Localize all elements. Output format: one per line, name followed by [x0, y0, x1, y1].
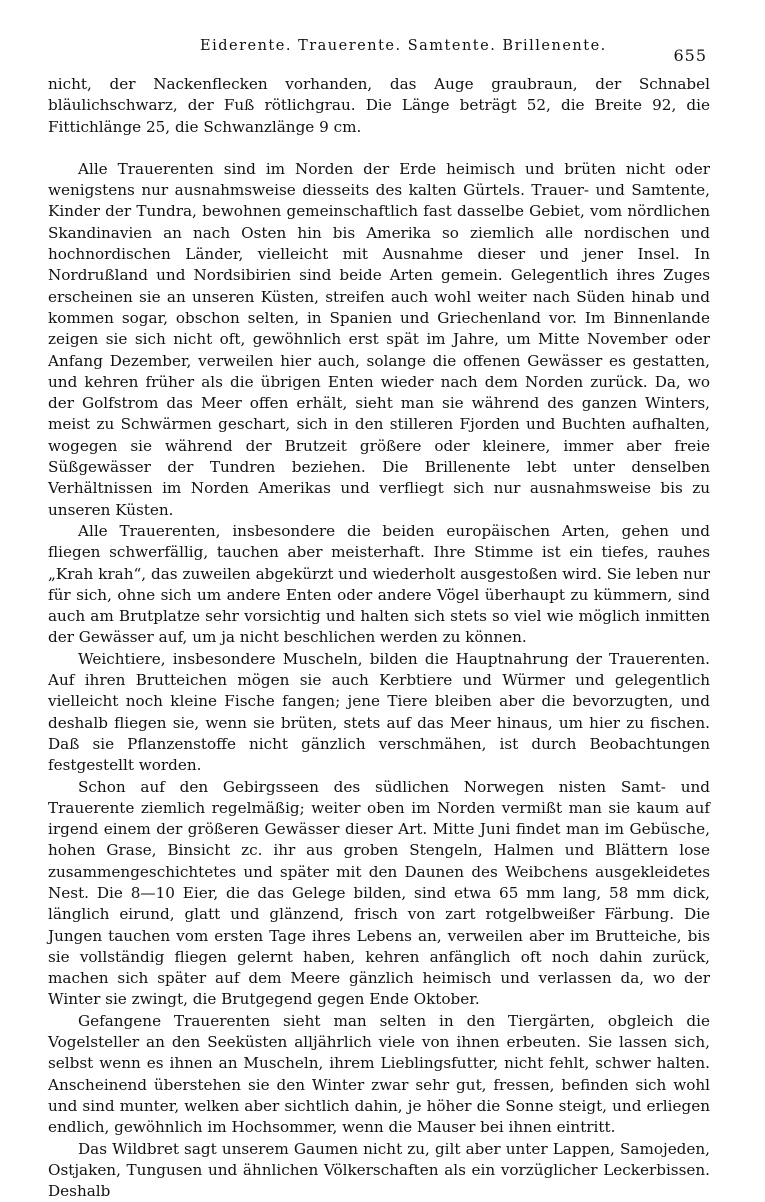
running-head: Eiderente. Trauerente. Samtente. Brillenente.	[200, 38, 607, 54]
paragraph-continued: nicht, der Nackenflecken vorhanden, das Auge graubraun, der Schnabel bläulichschwarz, der Fuß rötlichgrau. Die Länge beträgt 52, die Breite 92, die Fittichlänge 25, die Schwanzlänge 9 cm.	[48, 75, 710, 136]
body-text	[48, 74, 710, 1202]
paragraph-game-meat: Das Wildbret sagt unserem Gaumen nicht zu, gilt aber unter Lappen, Samojeden, Ostjaken, Tungusen und ähnlichen Völkerschaften als ein vorzüglicher Leckerbissen. Deshalb	[48, 1139, 710, 1201]
paragraph-food: Weichtiere, insbesondere Muscheln, bilden die Hauptnahrung der Trauerenten. Auf ihren Brutteichen mögen sie auch Kerbtiere und Würmer und gelegentlich vielleicht noch kleine Fische fangen; jene Tiere bleiben aber die bevorzugten, und deshalb fliegen sie, wenn sie brüten, stets auf das Meer hinaus, um hier zu fischen. Daß sie Pflanzenstoffe nicht gänzlich verschmähen, ist durch Beobachtungen festgestellt worden.	[48, 649, 710, 775]
paragraph-breeding: Schon auf den Gebirgsseen des südlichen Norwegen nisten Samt- und Trauerente ziemlich regelmäßig; weiter oben im Norden vermißt man sie kaum auf irgend einem der größeren Gewässer dieser Art. Mitte Juni findet man im Gebüsche, hohen Grase, Binsicht zc. ihr aus groben Stengeln, Halmen und Blättern lose zusammengeschichtetes und später mit den Daunen des Weibchens ausgekleidetes Nest. Die 8—10 Eier, die das Gelege bilden, sind etwa 65 mm lang, 58 mm dick, länglich eirund, glatt und glänzend, frisch von zart rotgelbweißer Färbung. Die Jungen tauchen vom ersten Tage ihres Lebens an, verweilen aber im Brutteiche, bis sie vollständig fliegen gelernt haben, kehren anfänglich oft noch dahin zurück, machen sich später auf dem Meere gänzlich heimisch und verlassen da, wo der Winter sie zwingt, die Brutgegend gegen Ende Oktober.	[48, 777, 710, 1009]
paragraph-behavior: Alle Trauerenten, insbesondere die beiden europäischen Arten, gehen und fliegen schwerfällig, tauchen aber meisterhaft. Ihre Stimme ist ein tiefes, rauhes „Krah krah“, das zuweilen abgekürzt und wiederholt ausgestoßen wird. Sie leben nur für sich, ohne sich um andere Enten oder andere Vögel überhaupt zu kümmern, sind auch am Brutplatze sehr vorsichtig und halten sich stets so viel wie möglich inmitten der Gewässer auf, um ja nicht beschlichen werden zu können.	[48, 521, 710, 647]
paragraph-distribution: Alle Trauerenten sind im Norden der Erde heimisch und brüten nicht oder wenigstens nur ausnahmsweise diesseits des kalten Gürtels. Trauer- und Samtente, Kinder der Tundra, bewohnen gemeinschaftlich fast dasselbe Gebiet, vom nördlichen Skandinavien an nach Osten hin bis Amerika so ziemlich alle nordischen und hochnordischen Länder, vielleicht mit Ausnahme dieser und jener Insel. In Nordrußland und Nordsibirien sind beide Arten gemein. Gelegentlich ihres Zuges erscheinen sie an unseren Küsten, streifen auch wohl weiter nach Süden hinab und kommen sogar, obschon selten, in Spanien und Griechenland vor. Im Binnenlande zeigen sie sich nicht oft, gewöhnlich erst spät im Jahre, um Mitte November oder Anfang Dezember, verweilen hier auch, solange die offenen Gewässer es gestatten, und kehren früher als die übrigen Enten wieder nach dem Norden zurück. Da, wo der Golfstrom das Meer offen erhält, sieht man sie während des ganzen Winters, meist zu Schwärmen geschart, sich in den stilleren Fjorden und Buchten aufhalten, wogegen sie während der Brutzeit größere oder kleinere, immer aber freie Süßgewässer der Tundren beziehen. Die Brillenente lebt unter denselben Verhältnissen im Norden Amerikas und verfliegt sich nur ausnahmsweise bis zu unseren Küsten.	[48, 159, 710, 519]
page-number: 655	[673, 46, 707, 65]
paragraph-captivity: Gefangene Trauerenten sieht man selten in den Tiergärten, obgleich die Vogelsteller an den Seeküsten alljährlich viele von ihnen erbeuten. Sie lassen sich, selbst wenn es ihnen an Muscheln, ihrem Lieblingsfutter, nicht fehlt, schwer halten. Anscheinend überstehen sie den Winter zwar sehr gut, fressen, befinden sich wohl und sind munter, welken aber sichtlich dahin, je höher die Sonne steigt, und erliegen endlich, gewöhnlich im Hochsommer, wenn die Mauser bei ihnen eintritt.	[48, 1011, 710, 1137]
